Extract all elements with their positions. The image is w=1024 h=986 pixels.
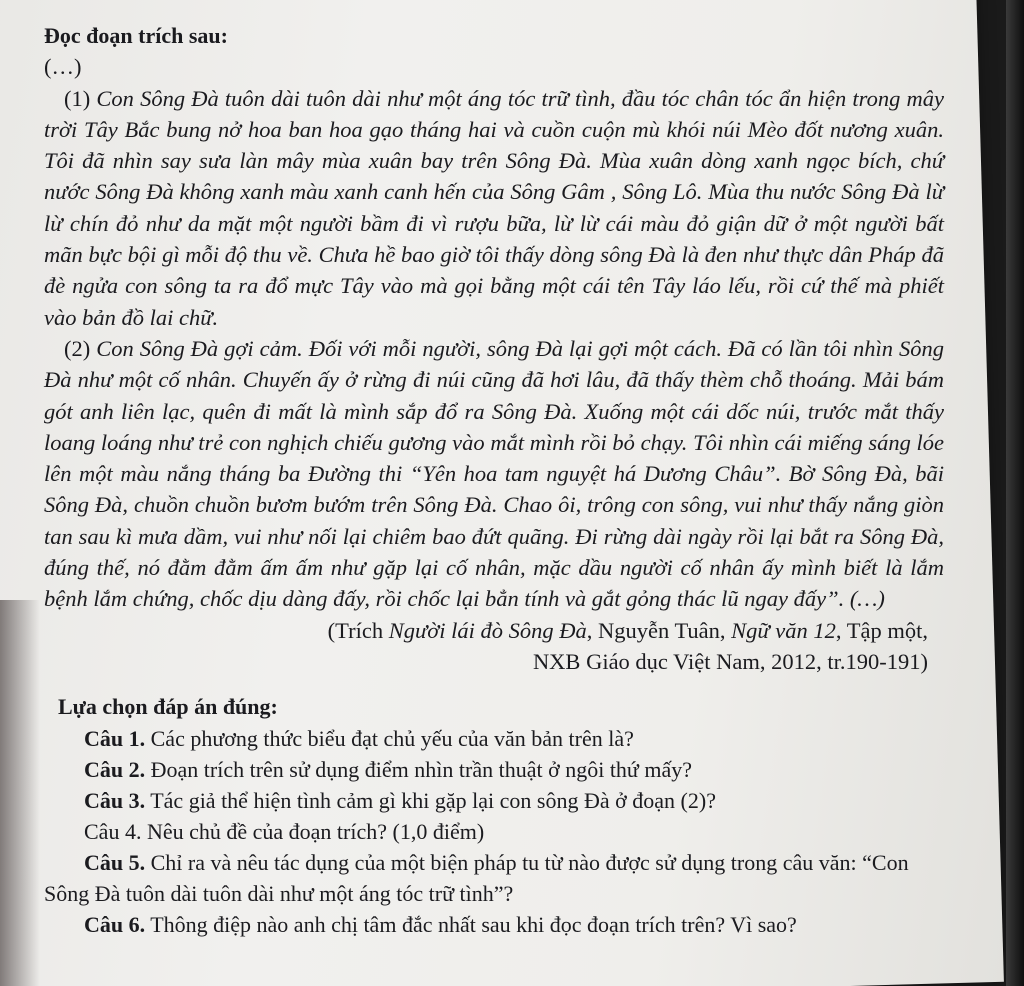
questions-heading: Lựa chọn đáp án đúng: [58, 694, 278, 720]
question-5 [44, 847, 944, 909]
citation-line-1 [44, 615, 944, 646]
paragraph-2-number: (2) [64, 335, 91, 361]
question-6-text: Thông điệp nào anh chị tâm đắc nhất sau khi đọc đoạn trích trên? Vì sao? [145, 911, 797, 937]
citation-author: , Nguyễn Tuân, [586, 617, 732, 643]
question-3-text: Tác giả thể hiện tình cảm gì khi gặp lại con sông Đà ở đoạn (2)? [145, 787, 716, 813]
question-6-label: Câu 6. [84, 911, 146, 937]
paragraph-2-text: Con Sông Đà gợi cảm. Đối với mỗi người, sông Đà lại gợi một cách. Đã có lần tôi nhìn Sông Đà như một cố nhân. Chuyến ấy ở rừng đi núi cũng đã hơi lâu, đã thấy thèm chỗ thoáng. Mải bám gót anh liên lạc, quên đi mất là mình sắp đổ ra Sông Đà. Xuống một cái dốc núi, trước mắt thấy loang loáng như trẻ con nghịch chiếu gương vào mắt mình rồi bỏ chạy. Tôi nhìn cái miếng sáng lóe lên một màu nắng tháng ba Đường thi “Yên hoa tam nguyệt há Dương Châu”. Bờ Sông Đà, bãi Sông Đà, chuồn chuồn bươm bướm trên Sông Đà. Chao ôi, trông con sông, vui như thấy nắng giòn tan sau kì mưa dầm, vui như nối lại chiêm bao đứt quãng. Đi rừng dài ngày rồi lại bắt ra Sông Đà, đúng thế, nó đằm đằm ấm ấm như gặp lại cố nhân, mặc dầu người cố nhân ấy mình biết là lắm bệnh lắm chứng, chốc dịu dàng đấy, rồi chốc lại bẳn tính và gắt gỏng thác lũ ngay đấy”. (…) [44, 335, 945, 612]
paragraph-1-text: Con Sông Đà tuôn dài tuôn dài như một áng tóc trữ tình, đầu tóc chân tóc ẩn hiện trong mây trời Tây Bắc bung nở hoa ban hoa gạo tháng hai và cuồn cuộn mù khói núi Mèo đốt nương xuân. Tôi đã nhìn say sưa làn mây mùa xuân bay trên Sông Đà. Mùa xuân dòng xanh ngọc bích, chứ nước Sông Đà không xanh màu xanh canh hến của Sông Gâm , Sông Lô. Mùa thu nước Sông Đà lừ lừ chín đỏ như da mặt một người bầm đi vì rượu bữa, lừ lừ cái màu đỏ giận dữ ở một người bất mãn bực bội gì mỗi độ thu về. Chưa hề bao giờ tôi thấy dòng sông Đà là đen như thực dân Pháp đã đè ngửa con sông ta ra đổ mực Tây vào mà gọi bằng một cái tên Tây láo lếu, rồi cứ thế mà phiết vào bản đồ lai chữ. [44, 85, 944, 330]
question-1-text: Các phương thức biểu đạt chủ yếu của văn bản trên là? [145, 725, 634, 751]
citation-work: Người lái đò Sông Đà [388, 617, 587, 643]
question-2-text: Đoạn trích trên sử dụng điểm nhìn trần thuật ở ngôi thứ mấy? [145, 756, 692, 782]
ellipsis-open: (…) [44, 54, 82, 80]
question-6 [44, 909, 944, 940]
question-4-text: Nêu chủ đề của đoạn trích? (1,0 điểm) [141, 818, 485, 844]
paragraph-1-number: (1) [64, 85, 91, 111]
section-heading: Đọc đoạn trích sau: [44, 23, 228, 48]
background-edge [1006, 0, 1024, 986]
question-1 [44, 723, 944, 754]
question-3-label: Câu 3. [84, 787, 146, 813]
question-1-label: Câu 1. [84, 725, 146, 751]
document-body [44, 20, 944, 940]
question-2 [44, 754, 944, 785]
question-5-label: Câu 5. [84, 849, 146, 875]
question-2-label: Câu 2. [84, 756, 146, 782]
citation-book: Ngữ văn 12 [731, 617, 836, 643]
question-4-label: Câu 4. [84, 818, 142, 844]
question-3 [44, 785, 944, 816]
finger-shadow [0, 600, 40, 986]
citation-open: (Trích [327, 617, 389, 643]
question-5-text: Chỉ ra và nêu tác dụng của một biện pháp tu từ nào được sử dụng trong câu văn: “Con Sông Đà tuôn dài tuôn dài như một áng tóc trữ tình”? [44, 849, 909, 906]
citation-line-2: NXB Giáo dục Việt Nam, 2012, tr.190-191) [532, 648, 928, 674]
question-4 [44, 816, 944, 847]
paragraph-2 [44, 333, 944, 615]
paragraph-1 [44, 83, 944, 333]
citation-tail: , Tập một, [835, 617, 928, 643]
